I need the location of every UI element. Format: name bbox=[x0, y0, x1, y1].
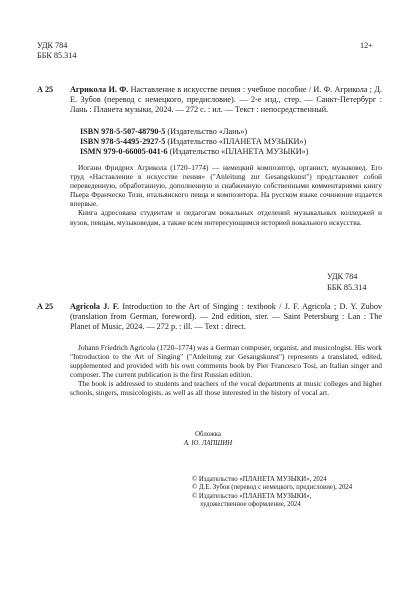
copyright-line: художественное оформление, 2024 bbox=[200, 501, 301, 509]
ru-desc: Наставление в искусстве пения : учебное пособие / И. Ф. Агрикола ; Д. Е. Зубов (перевод с немецкого, предисловие). — 2-е изд., стер. — Санкт-Петербург : Лань : Планета музыки, 2024. — 272 с. : ил. — Текст : непосредственный. bbox=[70, 85, 382, 115]
bbk-top: ББК 85.314 bbox=[37, 51, 77, 60]
udk-top: УДК 784 bbox=[37, 41, 68, 50]
copyright-line: © Издательство «ПЛАНЕТА МУЗЫКИ», 2024 bbox=[192, 476, 327, 483]
isbn-2: ISBN 978-5-4495-2927-5 bbox=[80, 137, 166, 147]
en-entry-code: А 25 bbox=[37, 302, 54, 311]
copyright-block bbox=[192, 476, 392, 510]
ismn-publisher: (Издательство «ПЛАНЕТА МУЗЫКИ») bbox=[167, 147, 309, 157]
ru-body bbox=[70, 163, 382, 227]
ismn-line bbox=[80, 147, 380, 157]
en-author: Agricola J. F. bbox=[70, 302, 120, 311]
en-paragraph-2: The book is addressed to students and teachers of the vocal departments at music colleges and higher schools, singers, musicologists, as well as all those interested in the history of vocal art. bbox=[70, 379, 382, 398]
ru-entry-code: А 25 bbox=[37, 85, 54, 94]
ru-author: Агрикола И. Ф. bbox=[70, 85, 129, 94]
cover-artist: А. Ю. ЛАПШИН bbox=[183, 440, 233, 447]
ru-paragraph-2: Книга адресована студентам и педагогам вокальных отделений музыкальных колледжей и вузов, певцам, музыковедам, а также всем интересующимся историей вокального искусства. bbox=[70, 208, 382, 227]
ru-paragraph-1: Иоганн Фридрих Агрикола (1720–1774) — немецкий композитор, органист, музыковед. Его труд «Наставление в искусстве пения» ("Anleitung zur Gesangskunst") представляет собой переведенную, обработанную, дополненную и снабженную собственными комментариями книгу Пьера Франческо Този, итальянского певца и композитора. На русском языке сочинение издается впервые. bbox=[70, 163, 382, 209]
en-desc: Introduction to the Art of Singing : textbook / J. F. Agricola ; D. Y. Zubov (translation from German, foreword). — 2nd edition, ster. — Saint Petersburg : Lan : The Planet of Music, 2024. — 272 p. : ill. — Text : direct. bbox=[70, 302, 383, 332]
udk-mid: УДК 784 bbox=[327, 272, 358, 281]
age-rating: 12+ bbox=[360, 41, 373, 50]
ismn: ISMN 979-0-66005-041-6 bbox=[80, 147, 168, 157]
en-entry-description bbox=[70, 302, 382, 333]
isbn-1-publisher: (Издательство «Лань») bbox=[165, 127, 248, 136]
copyright-line: © Издательство «ПЛАНЕТА МУЗЫКИ», bbox=[192, 492, 312, 500]
cover-label: Обложка bbox=[195, 431, 221, 438]
copyright-line: © Д.Е. Зубов (перевод с немецкого, предисловие), 2024 bbox=[192, 484, 353, 492]
ru-entry-description bbox=[70, 85, 382, 116]
bbk-mid: ББК 85.314 bbox=[327, 283, 367, 292]
ru-isbn-block bbox=[80, 127, 380, 158]
isbn-1: ISBN 978-5-507-48790-5 bbox=[80, 127, 166, 136]
en-paragraph-1: Johann Friedrich Agricola (1720–1774) was a German composer, organist, and musicologist. His work "Introduction to the Art of Singing" ("Anleitung zur Gesangskunst") represents a translated, edited, supplemented and provided with his own comments book by Pier Francesco Tosi, an Italian singer and composer. The current publication is the first Russian edition. bbox=[70, 343, 382, 380]
isbn-line-2 bbox=[80, 137, 380, 147]
en-body bbox=[70, 343, 382, 398]
isbn-line-1 bbox=[80, 127, 380, 137]
isbn-2-publisher: (Издательство «ПЛАНЕТА МУЗЫКИ») bbox=[165, 137, 307, 147]
